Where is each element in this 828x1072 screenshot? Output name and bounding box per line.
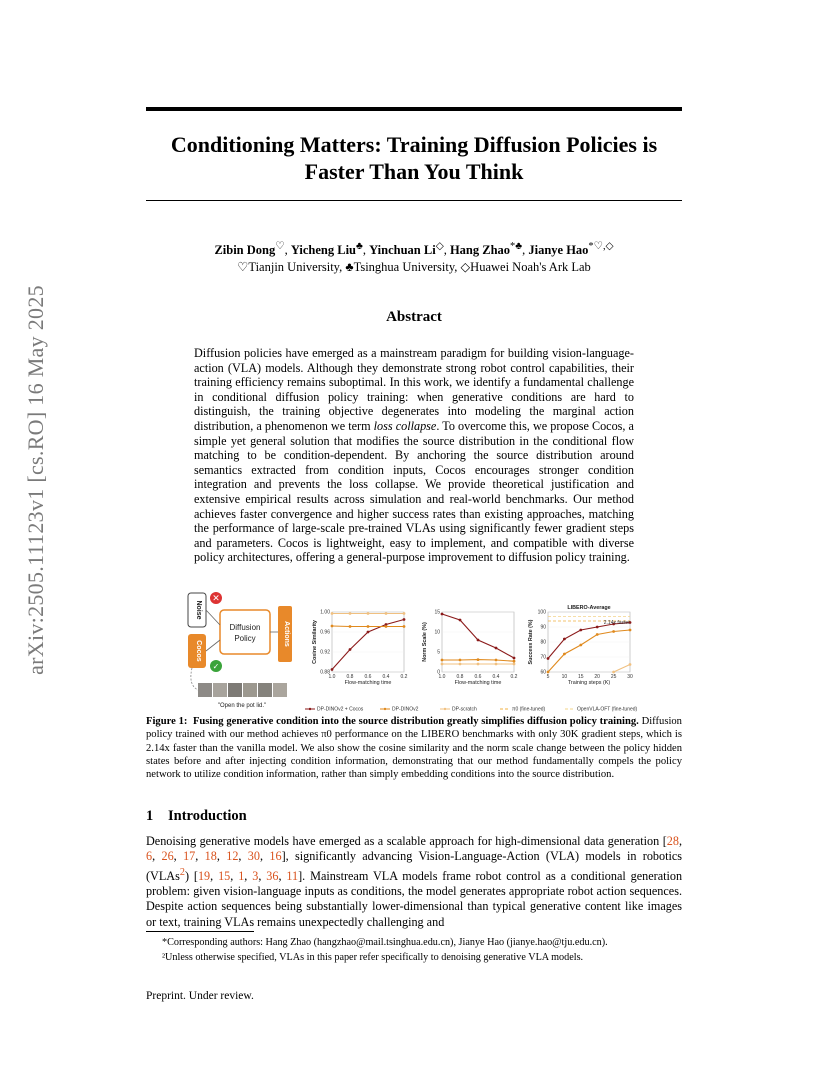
data-point (331, 612, 334, 615)
data-point (403, 612, 406, 615)
y-tick-label: 100 (537, 609, 546, 616)
data-point (331, 625, 334, 628)
legend-marker (309, 708, 311, 710)
footnote-1: *Corresponding authors: Hang Zhao (hangzhao@mail.tsinghua.edu.cn), Jianye Hao (jianye.hao@tju.edu.cn). (162, 937, 608, 948)
author-name: Jianye Hao (528, 243, 589, 258)
author-mark: ♣ (356, 241, 363, 252)
data-point (403, 618, 406, 621)
y-tick-label: 5 (437, 649, 440, 656)
data-point (579, 644, 582, 647)
legend-item (440, 707, 477, 712)
y-tick-label: 0.88 (320, 669, 330, 676)
x-tick-label: 0.8 (346, 674, 354, 680)
abstract-heading: Abstract (386, 309, 442, 325)
data-point (547, 671, 550, 674)
y-tick-label: 70 (540, 654, 546, 661)
policy-block (220, 610, 270, 654)
data-point (629, 629, 632, 632)
arxiv-stamp: arXiv:2505.11123v1 [cs.RO] 16 May 2025 (23, 285, 48, 675)
footnotes (146, 936, 682, 965)
cocos-label: Cocos (195, 640, 202, 662)
x-tick-label: 0.4 (492, 674, 500, 680)
data-point (441, 659, 444, 662)
chart-legend (305, 707, 638, 712)
plot-frame (332, 612, 404, 672)
title-bottom-rule (146, 200, 682, 201)
x-axis-label: Flow-matching time (454, 680, 502, 686)
data-point (403, 625, 406, 628)
figure-svg (180, 590, 650, 712)
y-tick-label: 0 (437, 669, 440, 676)
citation-link[interactable]: 30 (247, 849, 260, 864)
data-point (349, 612, 352, 615)
y-tick-label: 15 (434, 609, 440, 616)
data-point (579, 629, 582, 632)
x-tick-label: 30 (627, 674, 633, 680)
x-tick-label: 1.0 (328, 674, 336, 680)
data-point (349, 625, 352, 628)
author-name: Hang Zhao (449, 243, 511, 258)
citation-link[interactable]: 12 (226, 849, 239, 864)
instruction-label: "Open the pot lid." (217, 703, 267, 709)
x-tick-label: 15 (578, 674, 584, 680)
section-number: 1 (146, 808, 154, 824)
chart-panel-3 (528, 605, 633, 686)
citation-link[interactable]: 36 (266, 868, 279, 883)
top-rule (146, 107, 682, 111)
citation-link[interactable]: 19 (197, 868, 211, 883)
policy-label-2: Policy (234, 634, 256, 643)
legend-label: DP-DINOv2 + Cocos (317, 706, 364, 712)
affiliations: ♡Tianjin University, ♣Tsinghua University, ◇Huawei Noah's Ark Lab (237, 260, 591, 275)
y-tick-label: 90 (540, 624, 546, 631)
footnote-2: ²Unless otherwise specified, VLAs in this paper refer specifically to denoising generative VLA models. (162, 951, 584, 963)
x-tick-label: 0.4 (382, 674, 390, 680)
data-point (459, 663, 462, 666)
preprint-note: Preprint. Under review. (146, 990, 254, 1002)
x-tick-label: 1.0 (438, 674, 446, 680)
data-point (495, 647, 498, 650)
data-point (367, 625, 370, 628)
citation-link[interactable]: 11 (286, 868, 299, 883)
y-tick-label: 80 (540, 639, 546, 646)
x-tick-label: 0.6 (474, 674, 482, 680)
data-point (459, 619, 462, 622)
caption-bold: Fusing generative condition into the source distribution greatly simplifies diffusion policy training. (192, 716, 639, 727)
author-mark: ♡ (275, 241, 285, 252)
figure-1 (180, 590, 650, 712)
legend-label: DP-DINOv2 (392, 706, 419, 712)
data-point (477, 658, 480, 661)
y-tick-label: 60 (540, 669, 546, 676)
author-block (146, 238, 682, 276)
abstract-body: Diffusion policies have emerged as a mainstream paradigm for building vision-language-action (VLA) models. Although they demonstrate strong robot control capabilities, their training efficiency remains suboptimal. In this work, we identify a fundamental challenge in conditional diffusion policy training: when generative conditions are hard to distinguish, the training objective degenerates into modeling the marginal action distribution, a phenomenon we term loss collapse. To overcome this, we propose Cocos, a simple yet general solution that modifies the source distribution in the conditional flow matching to be condition-dependent. By anchoring the source distribution around semantics extracted from condition inputs, Cocos encourages stronger condition integration and prevents the loss collapse. We provide theoretical justification and extensive empirical results across simulation and real-world benchmarks. Our method achieves faster convergence and higher success rates than existing approaches, matching the performance of large-scale pre-trained VLAs using significantly fewer gradient steps and parameters. Cocos is lightweight, easy to implement, and compatible with diverse policy architectures, offering a general-purpose improvement to diffusion policy training. (194, 346, 634, 565)
x-tick-label: 20 (594, 674, 600, 680)
legend-item (380, 707, 419, 712)
y-axis-label: Success Rate (%) (528, 619, 534, 665)
data-point (349, 648, 352, 651)
cross-icon-glyph: ✕ (212, 593, 220, 603)
data-point (367, 631, 370, 634)
legend-item (565, 707, 638, 712)
citation-link[interactable]: 6 (146, 849, 153, 864)
legend-label: OpenVLA-OFT (fine-tuned) (577, 706, 638, 712)
author-mark: ◇ (435, 241, 444, 252)
check-icon-glyph: ✓ (212, 662, 220, 671)
citation-link[interactable]: 28 (666, 834, 679, 848)
data-point (563, 653, 566, 656)
policy-label-1: Diffusion (229, 623, 261, 632)
caption-label: Figure 1: (146, 716, 188, 727)
chart-panel-1 (312, 610, 408, 686)
section-heading-intro (146, 808, 247, 825)
data-point (385, 612, 388, 615)
y-axis-label: Cosine Similarity (312, 620, 318, 664)
y-tick-label: 0.96 (320, 629, 330, 636)
legend-label: π0 (fine-tuned) (512, 706, 546, 712)
y-tick-label: 1.00 (320, 609, 330, 616)
citation-link[interactable]: 1 (238, 868, 245, 883)
charts (312, 605, 633, 686)
data-point (563, 638, 566, 641)
data-point (513, 660, 516, 663)
data-point (441, 663, 444, 666)
legend-item (500, 707, 546, 712)
chart-title: LIBERO-Average (567, 605, 611, 611)
x-tick-label: 0.6 (364, 674, 372, 680)
footnote-marker[interactable]: 2 (179, 866, 185, 878)
data-point (547, 657, 550, 660)
x-tick-label: 0.2 (400, 674, 408, 680)
paper-title: Conditioning Matters: Training Diffusion Policies is Faster Than You Think (170, 132, 658, 184)
data-point (495, 663, 498, 666)
x-tick-label: 5 (546, 674, 550, 680)
data-point (629, 663, 632, 666)
y-tick-label: 10 (434, 629, 440, 636)
intro-paragraph: Denoising generative models have emerged as a scalable approach for high-dimensional data generation [28, 6, 26, 17, 18, 12, 30, 16], significantly advancing Vision-Language-Action (VLA) models in robotics (VLAs$^2$) [19, 15, 1, 3, 36, 11]. Mainstream VLA models frame robot control as a conditional generation problem: given vision-language inputs as conditions, the model generates appropriate robot action sequences. Despite action sequences being substantially lower-dimensional than typical generative content like images or text, training VLAs remains unexpectedly challenging and (146, 834, 683, 929)
data-point (612, 630, 615, 633)
actions-label: Actions (283, 621, 290, 647)
data-point (612, 671, 615, 674)
data-point (477, 663, 480, 666)
citation-link[interactable]: 16 (269, 849, 282, 864)
chart-panel-2 (422, 610, 518, 686)
author-name: Zibin Dong (214, 243, 276, 258)
camera-frames (198, 683, 287, 697)
author-list: Zibin Dong♡, Yicheng Liu♣, Yinchuan Li◇, Hang Zhao*♣, Jianye Hao*♡,◇ (214, 241, 614, 258)
citation-link[interactable]: 3 (252, 868, 259, 883)
data-point (513, 663, 516, 666)
x-tick-label: 25 (610, 674, 617, 680)
x-axis-label: Training steps (K) (567, 680, 611, 686)
citation-link[interactable]: 17 (183, 849, 196, 864)
legend-marker (384, 708, 386, 710)
x-tick-label: 0.2 (510, 674, 518, 680)
x-axis-label: Flow-matching time (344, 680, 392, 686)
caption-text: Diffusion policy trained with our method achieves π0 performance on the LIBERO benchmarks with only 30K gradient steps, which is 2.14x faster than the vanilla model. We also show the cosine similarity and the norm scale change between the policy hidden states before and after injecting condition information, demonstrating that our method fundamentally compels the policy network to utilize condition information, rather than simply embedding conditions into the source distribution. (146, 716, 682, 781)
x-tick-label: 10 (561, 674, 568, 680)
data-point (477, 639, 480, 642)
data-point (459, 659, 462, 662)
data-point (385, 625, 388, 628)
chart-annotation: 2.14x faster (603, 620, 630, 626)
data-point (367, 612, 370, 615)
y-tick-label: 0.92 (320, 649, 330, 656)
data-point (596, 626, 599, 629)
y-axis-label: Norm Scale (%) (422, 622, 428, 662)
author-name: Yicheng Liu (290, 243, 357, 258)
citation-link[interactable]: 18 (204, 849, 217, 864)
section-title: Introduction (168, 808, 247, 824)
author-mark: *♣ (510, 241, 523, 252)
legend-marker (444, 708, 446, 710)
data-point (513, 657, 516, 660)
figure-caption (146, 715, 682, 781)
legend-label: DP-scratch (452, 706, 477, 712)
data-point (495, 659, 498, 662)
x-tick-label: 0.8 (456, 674, 464, 680)
data-point (441, 613, 444, 616)
method-diagram (188, 592, 292, 709)
footnote-rule (146, 931, 254, 932)
author-mark: *♡,◇ (588, 241, 614, 252)
legend-item (305, 707, 364, 712)
citation-link[interactable]: 26 (161, 849, 174, 864)
author-name: Yinchuan Li (369, 243, 436, 258)
noise-label: Noise (195, 600, 202, 620)
data-point (596, 633, 599, 636)
data-point (331, 668, 334, 671)
citation-link[interactable]: 15 (218, 868, 231, 883)
